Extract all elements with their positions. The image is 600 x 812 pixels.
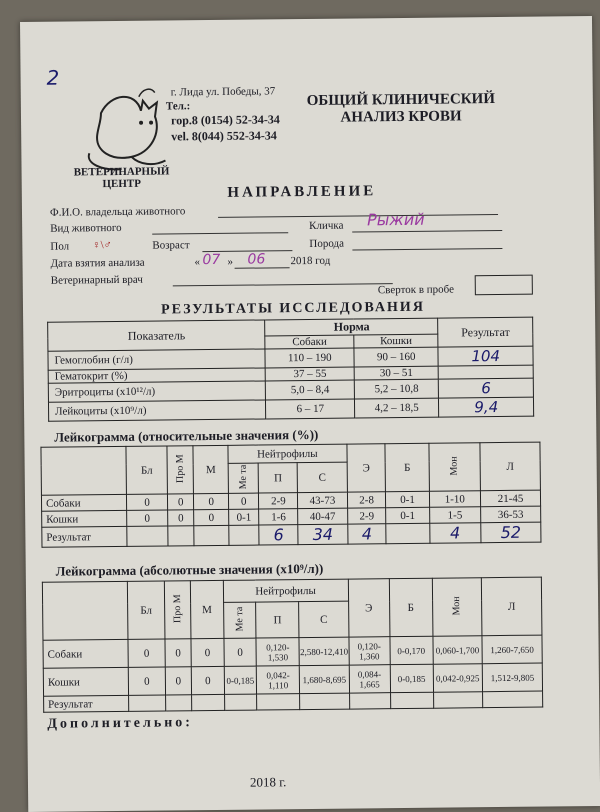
age-label: Возраст [152,239,190,252]
cell-s: 1,680-8,695 [300,665,350,694]
cell-s: 40-47 [298,508,348,525]
h-bl: Бл [126,446,167,494]
h-mon: Мон [451,595,463,616]
cell-me: 0 [224,638,257,666]
h-p: П [256,602,299,638]
leuko-rel-title: Лейкограмма (относительные значения (%)) [54,426,319,445]
row-result: 104 [438,346,533,366]
date-month: 06 [247,251,266,268]
table-row [48,397,533,421]
form-title-line1: ОБЩИЙ КЛИНИЧЕСКИЙ [306,91,496,110]
cell-b: 0-0,185 [390,664,433,692]
row-result: 9,4 [439,397,534,417]
row-dogs: 6 – 17 [266,399,355,419]
col-dogs: Собаки [265,335,354,349]
cell-p: 0,042-1,110 [256,666,299,694]
cell-s: 43-73 [298,492,348,509]
address: г. Лида ул. Победы, 37 [170,85,276,99]
cell-mon: 1-10 [429,491,481,508]
col-norm: Норма [265,318,438,336]
h-m: М [193,445,228,493]
h-me: Ме та [234,606,246,632]
clot-label: Сверток в пробе [377,283,455,297]
leuko-abs-table [42,577,543,713]
footer-year: 2018 г. [249,774,287,790]
cell-l: 36-53 [481,506,541,523]
row-cats: 5,2 – 10,8 [354,379,439,399]
cell-me: 0-0,185 [224,666,257,694]
leuko-rel-table [40,442,541,548]
cell-l: 1,512-9,805 [482,663,542,692]
nickname-label: Кличка [309,219,344,232]
cell-pro: 0 [168,510,194,526]
row-dogs: 5,0 – 8,4 [266,380,355,400]
species-label: Вид животного [50,221,122,235]
phone-mobile: vel. 8(044) 552-34-34 [171,128,277,144]
cell-l: 21-45 [480,490,540,507]
cell-m: 0 [191,638,224,666]
h-e: Э [347,444,386,492]
date-year: 2018 год [290,254,331,268]
row-cats: 4,2 – 18,5 [354,398,439,418]
col-indicator: Показатель [48,320,266,351]
cell-bl: 0 [128,639,165,667]
col-cats: Кошки [354,334,439,348]
row-dogs: 110 – 190 [265,348,354,368]
nickname-value: Рыжий [366,209,425,230]
cell-l: 1,260-7,650 [482,635,542,664]
row-name: Лейкоциты (x10⁹/л) [48,400,266,421]
cell-e: 0,120-1,360 [349,637,390,665]
col-result: Результат [438,317,533,347]
result-label: Результат [42,526,127,547]
cell-pro: 0 [165,667,192,695]
owner-label: Ф.И.О. владельца животного [49,205,186,219]
species-line [152,232,288,234]
cell-b: 0-0,170 [390,636,433,664]
results-heading: РЕЗУЛЬТАТЫ ИССЛЕДОВАНИЯ [161,299,425,318]
row-label: Кошки [42,510,127,527]
cell-me: 0 [228,493,259,509]
form-title [291,91,511,127]
row-result: 6 [439,378,534,398]
h-bl: Бл [127,581,164,639]
cell-bl: 0 [128,667,165,695]
phone-label: Тел.: [165,100,191,113]
sex-symbols: ♀\♂ [92,239,112,252]
h-p: П [259,463,298,493]
date-label: Дата взятия анализа [50,256,145,270]
cell-p: 1-6 [259,509,298,525]
h-b: Б [389,578,433,636]
h-s: С [299,601,349,638]
cell-e: 2-8 [347,492,386,508]
result-label: Результат [44,695,129,712]
cell-b: 0-1 [386,507,429,523]
result-mon: 4 [429,523,481,544]
h-me: Ме та [237,464,250,490]
row-cats: 90 – 160 [354,347,439,367]
cat-logo-icon [81,82,182,175]
h-m: М [190,580,223,638]
clinic-name [62,165,182,190]
corner-mark: 2 [46,65,60,90]
nickname-line [352,230,502,233]
h-l: Л [480,442,540,491]
row-label: Кошки [43,667,128,696]
direction-heading: НАПРАВЛЕНИЕ [227,183,377,201]
h-s: С [297,462,347,493]
cell-mon: 0,060-1,700 [433,636,483,665]
row-result [439,365,534,379]
clot-checkbox[interactable] [475,275,533,296]
cell-e: 0,084-1,665 [349,665,390,693]
result-s: 34 [298,524,348,545]
form-title-line2: АНАЛИЗ КРОВИ [340,108,462,126]
h-b: Б [385,443,429,491]
owner-line [218,214,498,218]
result-e: 4 [347,524,386,544]
cell-b: 0-1 [386,491,429,507]
breed-line [352,248,502,251]
sex-label: Пол [50,240,70,253]
month-line [235,267,290,269]
cell-mon: 1-5 [429,507,481,524]
cell-m: 0 [194,509,229,525]
row-name: Гемоглобин (г/л) [48,349,266,370]
vet-line [173,283,393,286]
cell-bl: 0 [127,494,168,510]
row-cats: 30 – 51 [354,366,439,380]
additional-label: Дополнительно: [47,715,194,732]
row-label: Собаки [41,494,126,511]
h-e: Э [348,579,390,637]
h-l: Л [481,577,542,636]
table-row [42,522,541,547]
analysis-form [20,16,600,812]
h-pro: Про М [171,594,184,623]
clinic-line1: ВЕТЕРИНАРНЫЙ [73,165,170,179]
date-day: 07 [202,251,221,269]
cell-p: 2-9 [259,493,298,509]
h-neutro: Нейтрофилы [228,444,347,463]
row-dogs: 37 – 55 [266,367,355,381]
cell-pro: 0 [167,494,193,510]
results-table [47,317,534,422]
h-mon: Мон [448,455,461,476]
breed-label: Порода [309,237,345,250]
cell-p: 0,120-1,530 [256,638,299,666]
cell-me: 0-1 [229,509,260,525]
cell-mon: 0,042-0,925 [433,664,483,693]
h-pro: Про М [174,453,187,483]
row-name: Гематокрит (%) [48,368,266,383]
row-name: Эритроциты (x10¹²/л) [48,381,266,402]
cell-pro: 0 [165,639,192,667]
date-quote: » [227,255,234,268]
result-l: 52 [481,522,541,543]
cell-m: 0 [191,666,224,694]
cell-m: 0 [194,493,229,509]
result-p: 6 [259,525,298,545]
leuko-abs-title: Лейкограмма (абсолютные значения (x10⁹/л)) [55,560,324,579]
cell-bl: 0 [127,510,168,526]
date-quote: « [194,256,201,269]
clinic-line2: ЦЕНТР [102,177,142,191]
row-label: Собаки [43,639,128,668]
cell-s: 2,580-12,410 [299,637,349,666]
phone-city: гор.8 (0154) 52-34-34 [170,112,280,128]
h-neutro: Нейтрофилы [223,579,348,602]
cell-e: 2-9 [347,508,386,524]
vet-label: Ветеринарный врач [50,273,143,287]
